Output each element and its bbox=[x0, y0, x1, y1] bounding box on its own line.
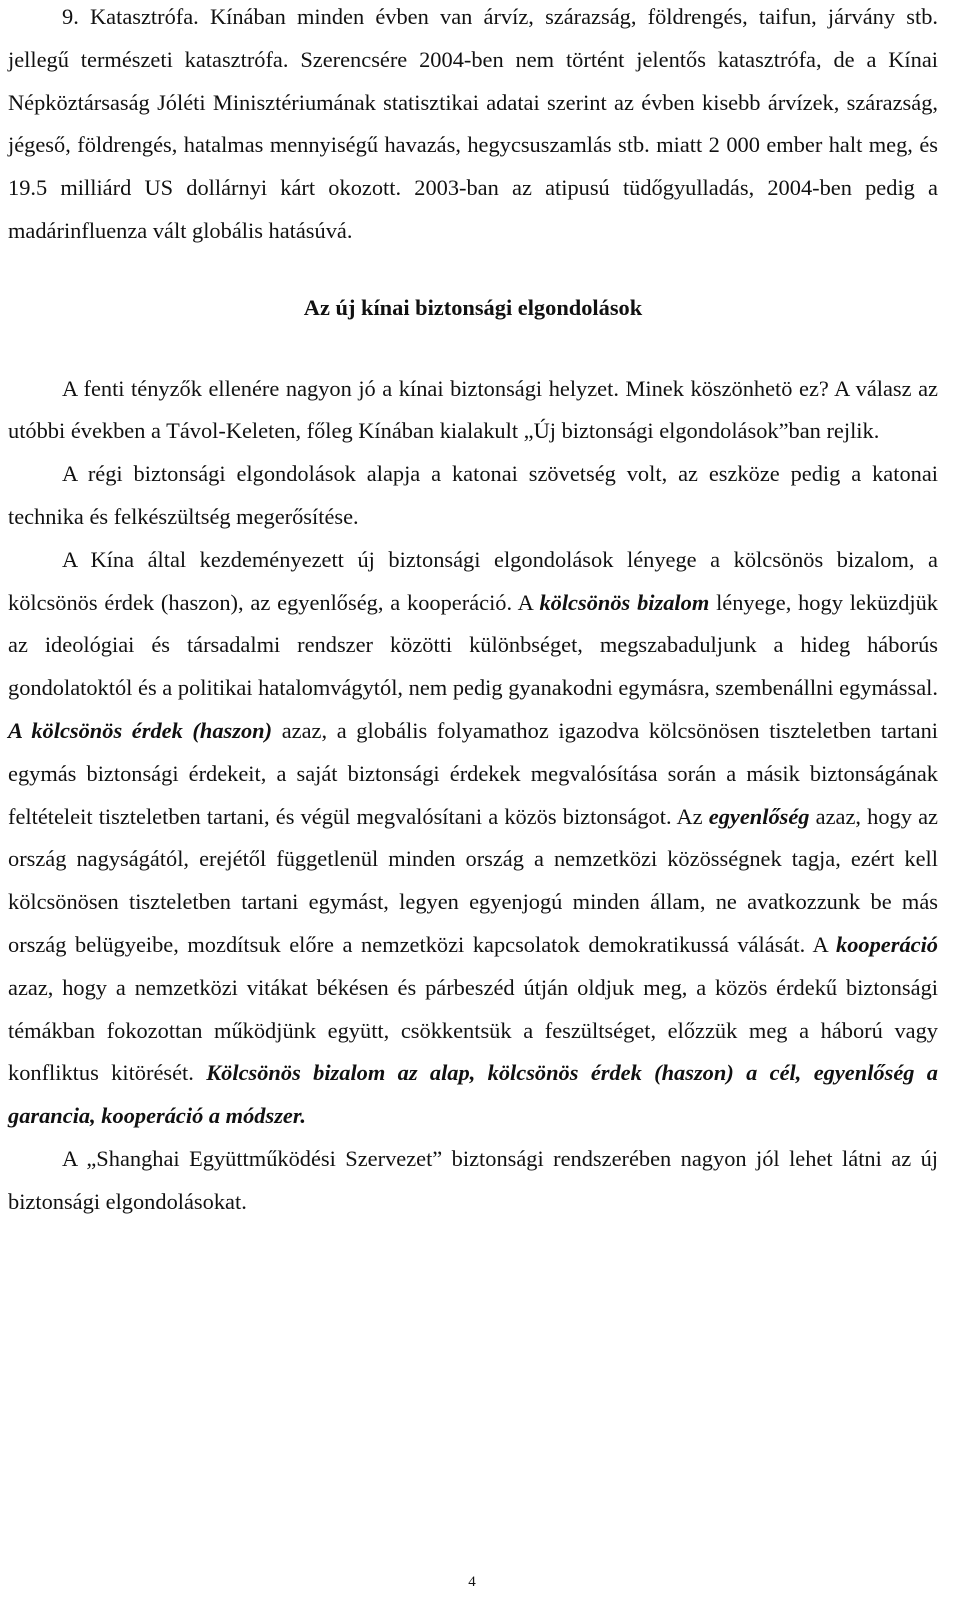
text-run: lényege, hogy leküzdjük az ideológiai és társadalmi rendszer közötti különbséget, megszabaduljunk a hideg háborús gondolatoktól és a politikai hatalomvágytól, nem pedig gyanakodni egymásra, szembenállni egymással. bbox=[8, 589, 939, 701]
emphasis-mutual-trust: kölcsönös bizalom bbox=[539, 589, 710, 615]
paragraph-new-concepts bbox=[8, 539, 938, 1138]
text-run: azaz, hogy a nemzetközi vitákat békésen és párbeszéd útján oldjuk meg, a közös érdekű biztonsági témákban fokozottan működjünk együtt, csökkentsük a feszültséget, előzzük meg a háború vagy konfliktus kitörését. bbox=[8, 974, 938, 1086]
emphasis-mutual-interest: A kölcsönös érdek (haszon) bbox=[8, 717, 273, 743]
paragraph-old-concepts: A régi biztonsági elgondolások alapja a katonai szövetség volt, az eszköze pedig a katonai technika és felkészültség megerősítése. bbox=[8, 461, 938, 529]
emphasis-cooperation: kooperáció bbox=[836, 931, 938, 957]
text-run: azaz, hogy az ország nagyságától, erejétől függetlenül minden ország a nemzetközi közösségnek tagja, ezért kell kölcsönösen tiszteletben tartani egymást, legyen egyenjogú minden állam, ne avatkozzunk be más ország belügyeibe, mozdítsuk előre a nemzetközi kapcsolatok demokratikussá válását. A bbox=[8, 803, 938, 957]
section-heading: Az új kínai biztonsági elgondolások bbox=[303, 294, 643, 320]
page-number: 4 bbox=[468, 1574, 476, 1590]
emphasis-equality: egyenlőség bbox=[708, 803, 810, 829]
emphasis-summary: Kölcsönös bizalom az alap, kölcsönös érdek (haszon) a cél, egyenlőség a garancia, kooperáció a módszer. bbox=[8, 1060, 938, 1129]
text-run: A Kína által kezdeményezett új biztonsági elgondolások lényege a kölcsönös bizalom, a kölcsönös érdek (haszon), az egyenlőség, a kooperáció. A bbox=[8, 546, 938, 615]
paragraph-shanghai: A „Shanghai Együttműködési Szervezet” biztonsági rendszerében nagyon jól lehet látni az új biztonsági elgondolásokat. bbox=[8, 1145, 938, 1214]
text-run: azaz, a globális folyamathoz igazodva kölcsönösen tiszteletben tartani egymás biztonsági érdekeit, a saját biztonsági érdekek megvalósítása során a másik biztonságának feltételeit tiszteletben tartani, és végül megvalósítani a közös biztonságot. Az bbox=[8, 717, 938, 829]
intro-paragraph: 9. Katasztrófa. Kínában minden évben van árvíz, szárazság, földrengés, taifun, járvány stb. jellegű természeti katasztrófa. Szerencsére 2004-ben nem történt jelentős katasztrófa, de a Kínai Népköztársaság Jóléti Minisztériumának statisztikai adatai szerint az évben kisebb árvízek, szárazság, jégeső, földrengés, hatalmas mennyiségű havazás, hegycsuszamlás stb. miatt 2 000 ember halt meg, és 19.5 milliárd US dollárnyi kárt okozott. 2003-ban az atipusú tüdőgyulladás, 2004-ben pedig a madárinfluenza vált globális hatásúvá. bbox=[8, 4, 938, 243]
paragraph-situation: A fenti tényzők ellenére nagyon jó a kínai biztonsági helyzet. Minek köszönhetö ez? A válasz az utóbbi években a Távol-Keleten, főleg Kínában kialakult „Új biztonsági elgondolások”ban rejlik. bbox=[8, 375, 938, 444]
document-page bbox=[8, 0, 938, 1224]
